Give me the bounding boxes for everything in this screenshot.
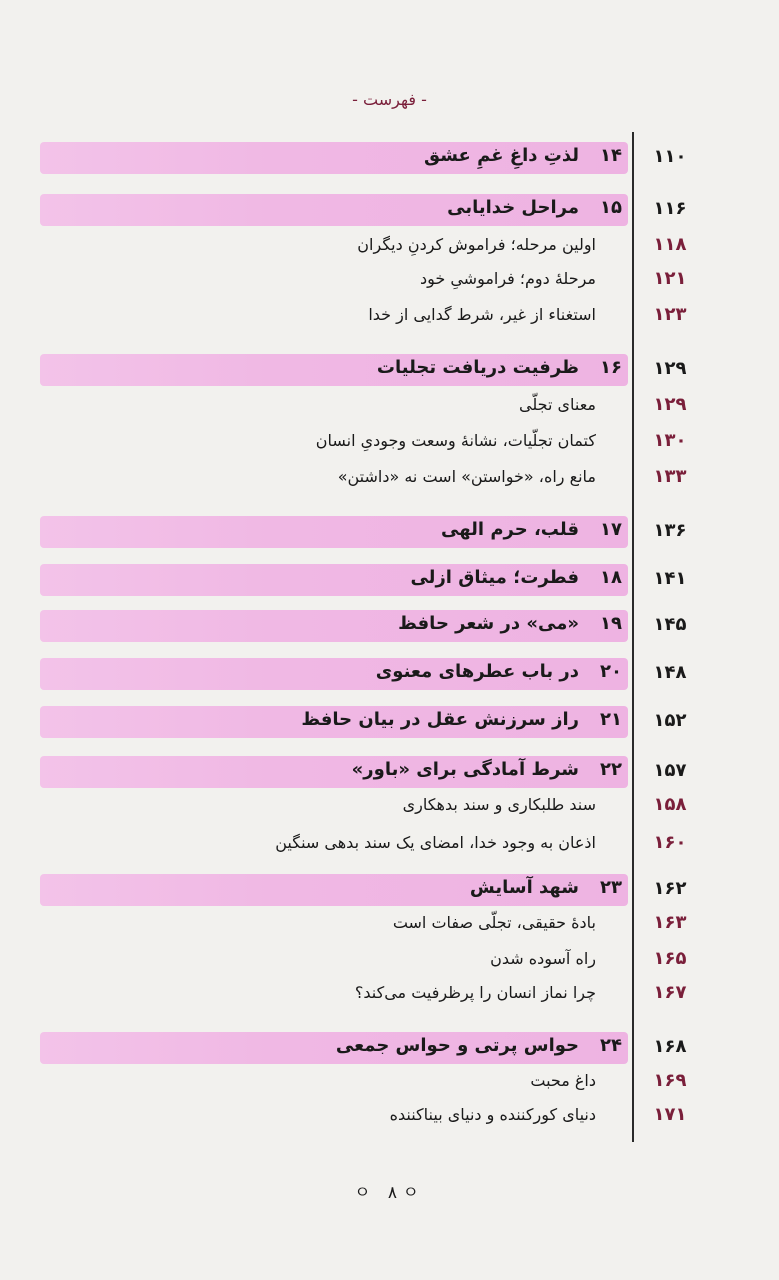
page-header: - فهرست -	[352, 90, 427, 109]
page-reference: ۱۴۱	[653, 568, 687, 589]
page-number: ㅇ ۸ ㅇ	[354, 1183, 425, 1203]
toc-chapter-row	[0, 754, 779, 788]
toc-section-row	[0, 262, 779, 296]
chapter-number: ۲۲	[600, 759, 622, 780]
toc-section-row	[0, 976, 779, 1010]
chapter-number: ۱۸	[600, 567, 622, 588]
toc-section-row	[0, 1098, 779, 1132]
chapter-title: مراحل خدایابی	[447, 197, 579, 218]
page-reference: ۱۲۹	[653, 394, 687, 415]
chapter-number: ۲۰	[600, 661, 622, 682]
toc-chapter-row	[0, 1030, 779, 1064]
section-title: بادهٔ حقیقی، تجلّی صفات است	[392, 913, 596, 932]
toc-chapter-row	[0, 514, 779, 548]
toc-section-row	[0, 906, 779, 940]
page-reference: ۱۳۰	[653, 430, 687, 451]
chapter-title: «می» در شعر حافظ	[398, 613, 579, 634]
page-reference: ۱۴۸	[653, 662, 687, 683]
page-reference: ۱۴۵	[653, 614, 687, 635]
toc-chapter-row	[0, 704, 779, 738]
page-reference: ۱۵۸	[653, 794, 687, 815]
toc-chapter-row	[0, 562, 779, 596]
page-reference: ۱۶۹	[653, 1070, 687, 1091]
page-reference: ۱۳۳	[653, 466, 687, 487]
chapter-number: ۱۵	[600, 197, 622, 218]
chapter-number: ۱۹	[600, 613, 622, 634]
section-title: چرا نماز انسان را پرظرفیت می‌کند؟	[354, 983, 596, 1002]
chapter-title: در باب عطرهای معنوی	[375, 661, 579, 682]
page-reference: ۱۶۷	[653, 982, 687, 1003]
section-title: راه آسوده شدن	[490, 949, 596, 968]
page-reference: ۱۵۷	[653, 760, 687, 781]
toc-section-row	[0, 424, 779, 458]
page-reference: ۱۲۱	[653, 268, 687, 289]
chapter-number: ۲۴	[600, 1035, 622, 1056]
page-reference: ۱۱۰	[653, 146, 687, 167]
chapter-title: راز سرزنش عقل در بیان حافظ	[301, 709, 579, 730]
page-reference: ۱۳۶	[653, 520, 687, 541]
page-reference: ۱۶۲	[653, 878, 687, 899]
section-title: اولین مرحله؛ فراموش کردنِ دیگران	[357, 235, 596, 254]
page-reference: ۱۱۸	[653, 234, 687, 255]
chapter-number: ۱۴	[600, 145, 622, 166]
toc-chapter-row	[0, 192, 779, 226]
chapter-title: فطرت؛ میثاق ازلی	[410, 567, 579, 588]
toc-section-row	[0, 228, 779, 262]
page-reference: ۱۲۳	[653, 304, 687, 325]
page-reference: ۱۷۱	[653, 1104, 687, 1125]
chapter-number: ۲۱	[600, 709, 622, 730]
chapter-title: شرط آمادگی برای «باور»	[351, 759, 579, 780]
section-title: استغناء از غیر، شرط گدایی از خدا	[368, 305, 596, 324]
toc-chapter-row	[0, 352, 779, 386]
chapter-title: حواس پرتی و حواس جمعی	[335, 1035, 579, 1056]
chapter-title: ظرفیت دریافت تجلیات	[376, 357, 579, 378]
section-title: مرحلهٔ دوم؛ فراموشیِ خود	[419, 269, 596, 288]
toc-section-row	[0, 826, 779, 860]
section-title: کتمان تجلّیات، نشانهٔ وسعت وجودیِ انسان	[315, 431, 596, 450]
section-title: معنای تجلّی	[518, 395, 596, 414]
toc-section-row	[0, 298, 779, 332]
toc-section-row	[0, 460, 779, 494]
section-title: مانع راه، «خواستن» است نه «داشتن»	[337, 467, 596, 486]
toc-section-row	[0, 1064, 779, 1098]
page-reference: ۱۵۲	[653, 710, 687, 731]
page-reference: ۱۱۶	[653, 198, 687, 219]
section-title: دنیای کورکننده و دنیای بیناکننده	[389, 1105, 596, 1124]
page-reference: ۱۶۵	[653, 948, 687, 969]
section-title: اذعان به وجود خدا، امضای یک سند بدهی سنگین	[275, 833, 596, 852]
toc-chapter-row	[0, 656, 779, 690]
chapter-number: ۲۳	[600, 877, 622, 898]
chapter-number: ۱۷	[600, 519, 622, 540]
toc-chapter-row	[0, 608, 779, 642]
chapter-title: لذتِ داغِ غمِ عشق	[424, 145, 579, 166]
page-reference: ۱۶۳	[653, 912, 687, 933]
toc-section-row	[0, 942, 779, 976]
chapter-number: ۱۶	[600, 357, 622, 378]
toc-chapter-row	[0, 872, 779, 906]
toc-chapter-row	[0, 140, 779, 174]
section-title: داغ محبت	[530, 1071, 596, 1090]
page-reference: ۱۶۸	[653, 1036, 687, 1057]
toc-section-row	[0, 788, 779, 822]
toc-section-row	[0, 388, 779, 422]
page-reference: ۱۲۹	[653, 358, 687, 379]
chapter-title: قلب، حرم الهی	[441, 519, 579, 540]
section-title: سند طلبکاری و سند بدهکاری	[402, 795, 596, 814]
chapter-title: شهد آسایش	[469, 877, 579, 898]
page-reference: ۱۶۰	[653, 832, 687, 853]
